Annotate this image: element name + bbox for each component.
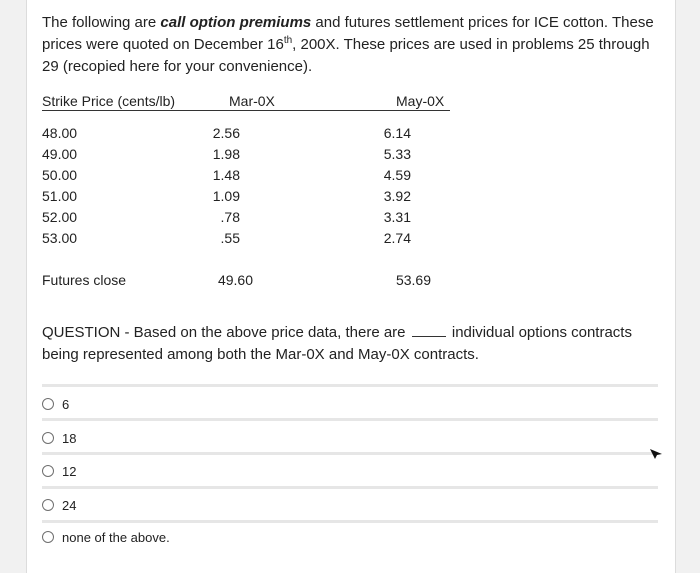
header-underline bbox=[42, 110, 450, 111]
intro-emphasis: call option premiums bbox=[160, 14, 312, 31]
header-may: May-0X bbox=[396, 93, 445, 109]
header-strike: Strike Price (cents/lb) bbox=[42, 93, 176, 109]
option-divider bbox=[42, 452, 658, 455]
option-label: 24 bbox=[62, 497, 77, 513]
cursor-icon bbox=[649, 446, 663, 460]
option-divider bbox=[42, 384, 658, 387]
strike-cell: 49.00 bbox=[42, 146, 78, 162]
futures-mar: 49.60 bbox=[217, 272, 253, 288]
may-premium-cell: 4.59 bbox=[383, 167, 411, 183]
strike-cell: 52.00 bbox=[42, 209, 78, 225]
may-premium-cell: 3.31 bbox=[383, 209, 411, 225]
header-mar: Mar-0X bbox=[229, 93, 275, 109]
answer-blank bbox=[412, 324, 446, 337]
strike-cell: 48.00 bbox=[42, 125, 78, 141]
strike-cell: 51.00 bbox=[42, 188, 78, 204]
answer-option[interactable] bbox=[42, 494, 76, 516]
answer-option[interactable] bbox=[42, 460, 76, 482]
futures-label: Futures close bbox=[42, 272, 127, 288]
mar-premium-cell: 1.48 bbox=[212, 167, 240, 183]
may-premium-cell: 2.74 bbox=[383, 230, 411, 246]
radio-button[interactable] bbox=[42, 398, 54, 410]
option-label: 18 bbox=[62, 430, 77, 446]
mar-premium-cell: 1.09 bbox=[212, 188, 240, 204]
radio-button[interactable] bbox=[42, 531, 54, 543]
intro-text: The following are call option premiums and futures settlement prices for ICE cotton. These prices were quoted on December 16th, 200X. These prices are used in problems 25 through 29 (recopied here for your convenience). bbox=[42, 14, 654, 75]
option-label: 6 bbox=[62, 396, 70, 412]
answer-option[interactable] bbox=[42, 393, 69, 415]
mar-premium-cell: .55 bbox=[220, 230, 240, 246]
option-divider bbox=[42, 418, 658, 421]
may-premium-cell: 5.33 bbox=[383, 146, 411, 162]
may-premium-cell: 6.14 bbox=[383, 125, 411, 141]
mar-premium-cell: 2.56 bbox=[212, 125, 240, 141]
mar-premium-cell: 1.98 bbox=[212, 146, 240, 162]
option-divider bbox=[42, 520, 658, 523]
question-text: QUESTION - Based on the above price data, there are individual options contracts being represented among both the Mar-0X and May-0X contracts. bbox=[42, 324, 632, 363]
radio-button[interactable] bbox=[42, 465, 54, 477]
option-label: 12 bbox=[62, 463, 77, 479]
option-divider bbox=[42, 486, 658, 489]
mar-premium-cell: .78 bbox=[220, 209, 240, 225]
radio-button[interactable] bbox=[42, 432, 54, 444]
strike-cell: 53.00 bbox=[42, 230, 78, 246]
answer-option[interactable] bbox=[42, 427, 76, 449]
may-premium-cell: 3.92 bbox=[383, 188, 411, 204]
answer-option[interactable] bbox=[42, 526, 170, 548]
futures-may: 53.69 bbox=[395, 272, 431, 288]
radio-button[interactable] bbox=[42, 499, 54, 511]
option-label: none of the above. bbox=[62, 529, 170, 545]
strike-cell: 50.00 bbox=[42, 167, 78, 183]
